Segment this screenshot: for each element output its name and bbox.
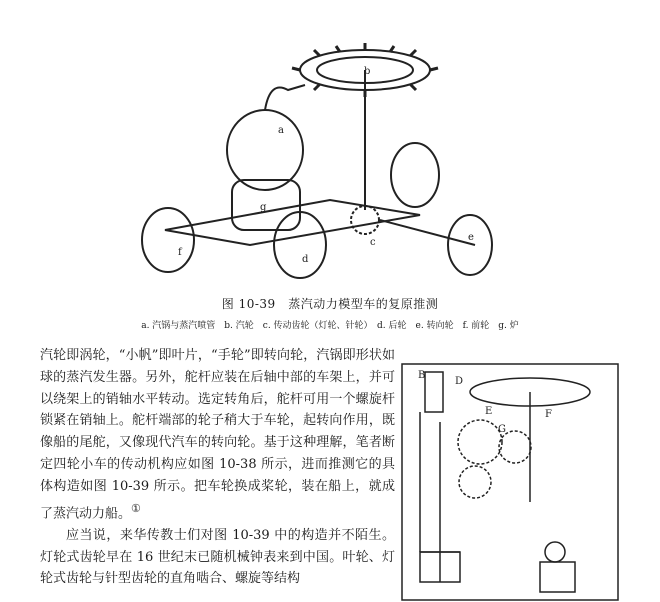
boiler xyxy=(227,110,303,190)
part-label-G: G xyxy=(498,424,506,435)
part-label-d: d xyxy=(302,254,309,265)
gear-small xyxy=(499,431,531,463)
figure-caption-title: 图 10-39 蒸汽动力模型车的复原推测 xyxy=(221,297,439,311)
part-label-f: f xyxy=(178,247,182,258)
steering-wheel xyxy=(448,215,492,275)
part-label-b: b xyxy=(364,66,371,77)
engraving-illustration xyxy=(400,362,620,602)
paragraph xyxy=(40,345,395,525)
steam-cart-illustration xyxy=(120,40,520,290)
gear xyxy=(351,206,379,234)
steam-pipe xyxy=(265,85,305,110)
steering-rod xyxy=(380,220,475,245)
part-label-F: F xyxy=(545,409,552,420)
part-label-E: E xyxy=(485,406,493,417)
figure-caption-legend: a. 汽锅与蒸汽喷管 b. 汽轮 c. 传动齿轮（灯轮、针轮） d. 后轮 e. 转向轮 f. 前轮 g. 炉 xyxy=(141,321,519,331)
front-wheel-left xyxy=(142,208,194,272)
cart-frame xyxy=(165,200,420,245)
body-text xyxy=(40,345,395,590)
engraving-border xyxy=(402,364,618,600)
part-label-a: a xyxy=(278,125,284,136)
figure-person xyxy=(425,372,443,412)
part-label-D: D xyxy=(455,376,464,387)
paragraph: 应当说，来华传教士们对图 10-39 中的构造并不陌生。灯轮式齿轮早在 16 世纪末已随机械钟表来到中国。叶轮、灯轮式齿轮与针型齿轮的直角啮合、螺旋等结构 xyxy=(40,527,395,587)
gear-large xyxy=(458,420,502,464)
part-label-B: B xyxy=(418,370,426,381)
paragraph-text: 汽轮即涡轮，“小帆”即叶片，“手轮”即转向轮，汽锅即形状如球的蒸汽发生器。另外，舵杆应装在后轴中部的车架上，并可以绕架上的销轴水平转动。选定转角后，舵杆可用一个螺旋杆锁紧在销轴上。舵杆端部的轮子稍大于车轮，起转向作用，既像船的尾舵，又像现代汽车的转向轮。基于这种理解，笔者断定四轮小车的传动机构应如图 10-38 所示，进而推测它的具体构造如图 10-39 所示。把车轮换成桨轮，装在船上，就成了蒸汽动力船。 xyxy=(40,348,395,521)
part-label-e: e xyxy=(468,232,474,243)
rear-wheel-right xyxy=(391,143,439,207)
footnote-mark: ① xyxy=(131,501,141,515)
part-label-c: c xyxy=(370,237,376,248)
figure-person-lower xyxy=(545,542,565,562)
part-label-g: g xyxy=(260,202,267,213)
